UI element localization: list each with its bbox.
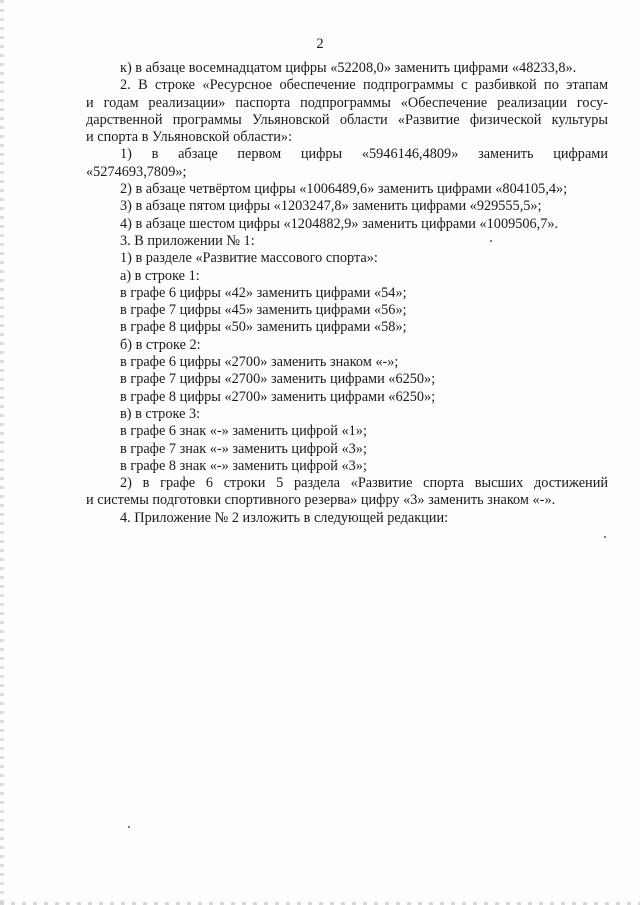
text-line: в графе 8 цифры «50» заменить цифрами «58»; xyxy=(120,319,407,336)
text-line: дарственной программы Ульяновской области «Развитие физической культуры xyxy=(86,111,608,128)
scan-edge-left xyxy=(0,0,4,905)
text-line: и годам реализации» паспорта подпрограммы «Обеспечение реализации госу- xyxy=(86,94,608,111)
text-line: 4. Приложение № 2 изложить в следующей редакции: xyxy=(120,509,449,526)
text-line: в графе 8 цифры «2700» заменить цифрами «6250»; xyxy=(120,388,436,405)
text-line: «5274693,7809»; xyxy=(86,163,187,180)
text-line: а) в строке 1: xyxy=(120,267,200,284)
text-line: 2) в графе 6 строки 5 раздела «Развитие спорта высших достижений xyxy=(120,475,608,492)
text-line: 3) в абзаце пятом цифры «1203247,8» заменить цифрами «929555,5»; xyxy=(120,198,542,215)
text-line: 4) в абзаце шестом цифры «1204882,9» заменить цифрами «1009506,7». xyxy=(120,215,559,232)
text-line: 2. В строке «Ресурсное обеспечение подпрограммы с разбивкой по этапам xyxy=(120,77,608,94)
text-line: в) в строке 3: xyxy=(120,405,201,422)
text-line: в графе 6 знак «-» заменить цифрой «1»; xyxy=(120,423,367,440)
text-line: 3. В приложении № 1: xyxy=(120,232,255,249)
text-line: б) в строке 2: xyxy=(120,336,201,353)
page-number: 2 xyxy=(316,36,324,52)
text-line: 1) в абзаце первом цифры «5946146,4809» заменить цифрами xyxy=(120,146,608,163)
text-line: в графе 7 цифры «45» заменить цифрами «56»; xyxy=(120,302,407,319)
text-line: в графе 6 цифры «2700» заменить знаком «-»; xyxy=(120,354,399,371)
text-line: в графе 7 цифры «2700» заменить цифрами «6250»; xyxy=(120,371,436,388)
text-line: в графе 6 цифры «42» заменить цифрами «54»; xyxy=(120,284,407,301)
document-body xyxy=(86,60,608,527)
scan-speck xyxy=(128,826,130,828)
text-line: 2) в абзаце четвёртом цифры «1006489,6» заменить цифрами «804105,4»; xyxy=(120,181,568,198)
text-line: и спорта в Ульяновской области»: xyxy=(86,129,293,146)
scan-speck xyxy=(604,536,606,538)
scan-speck xyxy=(490,240,492,242)
text-line: и системы подготовки спортивного резерва» цифру «3» заменить знаком «-». xyxy=(86,492,556,509)
text-line: к) в абзаце восемнадцатом цифры «52208,0» заменить цифрами «48233,8». xyxy=(120,60,577,76)
text-line: в графе 8 знак «-» заменить цифрой «3»; xyxy=(120,457,367,474)
text-line: в графе 7 знак «-» заменить цифрой «3»; xyxy=(120,440,367,457)
text-line: 1) в разделе «Развитие массового спорта»: xyxy=(120,250,378,267)
